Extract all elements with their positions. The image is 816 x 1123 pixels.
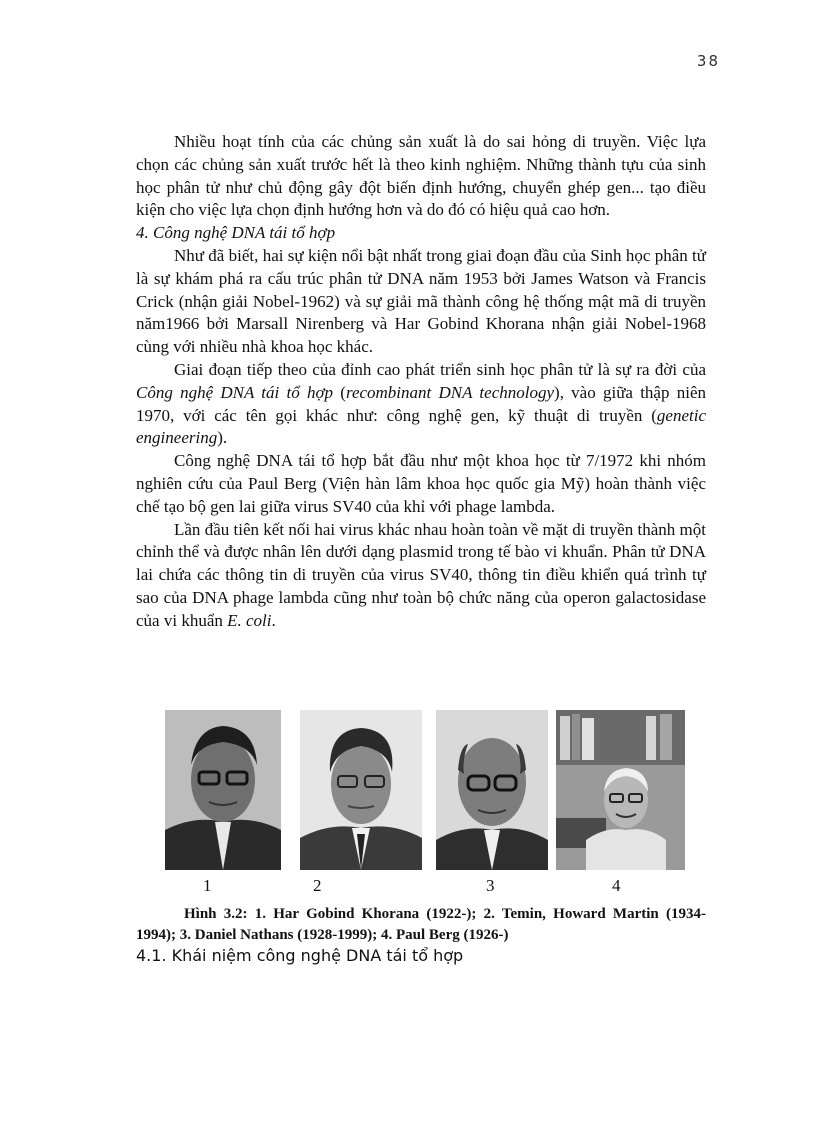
text-span: Lần đầu tiên kết nối hai virus khác nhau hoàn toàn về mặt di truyền thành một chỉnh thể và được nhân lên dưới dạng plasmid trong tế bào vi khuẩn. Phân tử DNA lai chứa các thông tin di truyền của virus SV40, thông tin điều khiển quá trình tự sao của DNA phage lambda cũng như toàn bộ chức năng của operon galactosidase của vi khuẩn bbox=[136, 519, 706, 630]
paragraph-3 bbox=[136, 359, 706, 450]
figure-number-2: 2 bbox=[313, 876, 322, 895]
subsection-heading: 4.1. Khái niệm công nghệ DNA tái tổ hợp bbox=[136, 946, 464, 965]
paragraph-2: Như đã biết, hai sự kiện nổi bật nhất trong giai đoạn đầu của Sinh học phân tử là sự khám phá ra cấu trúc phân tử DNA năm 1953 bởi James Watson và Francis Crick (nhận giải Nobel-1962) và sự giải mã thành công hệ thống mật mã di truyền năm1966 bởi Marsall Nirenberg và Har Gobind Khorana nhận giải Nobel-1968 cùng với nhiều nhà khoa học khác. bbox=[136, 245, 706, 357]
text-span: Giai đoạn tiếp theo của đỉnh cao phát triển sinh học phân tử là sự ra đời của bbox=[174, 359, 706, 379]
italic-term: E. coli bbox=[227, 610, 272, 630]
page-number: 38 bbox=[696, 52, 720, 70]
text-span: ), vào giữa thập niên 1970, với các tên gọi khác như: công nghệ gen, kỹ thuật di truyền ( bbox=[136, 382, 706, 425]
body-text bbox=[136, 131, 706, 633]
text-span: ). bbox=[217, 428, 228, 448]
text-span: ( bbox=[333, 382, 346, 402]
paragraph-4: Công nghệ DNA tái tổ hợp bắt đầu như một khoa học từ 7/1972 khi nhóm nghiên cứu của Paul Berg (Viện hàn lâm khoa học quốc gia Mỹ) hoàn thành việc chế tạo bộ gen lai giữa virus SV40 của khỉ với phage lambda. bbox=[136, 451, 706, 516]
italic-term: Công nghệ DNA tái tổ hợp bbox=[136, 382, 334, 402]
portrait-photo-1 bbox=[165, 710, 281, 870]
figure-number-1: 1 bbox=[203, 876, 212, 895]
paragraph-5 bbox=[136, 519, 706, 633]
figure-caption bbox=[136, 904, 706, 946]
figure-photos bbox=[165, 710, 685, 870]
figure-number-4: 4 bbox=[612, 876, 621, 895]
portrait-photo-2 bbox=[300, 710, 422, 870]
portrait-photo-4 bbox=[556, 710, 685, 870]
italic-term: recombinant DNA technology bbox=[345, 382, 555, 402]
italic-term: genetic engineering bbox=[136, 405, 706, 448]
caption-text: Hình 3.2: 1. Har Gobind Khorana (1922-); 2. Temin, Howard Martin (1934-1994); 3. Daniel Nathans (1928-1999); 4. Paul Berg (1926-) bbox=[136, 906, 706, 943]
text-span: . bbox=[271, 610, 276, 630]
paragraph-1: Nhiều hoạt tính của các chủng sản xuất là do sai hỏng di truyền. Việc lựa chọn các chủng sản xuất trước hết là theo kinh nghiệm. Những thành tựu của sinh học phân tử như chủ động gây đột biến định hướng, chuyển ghép gen... tạo điều kiện cho việc lựa chọn định hướng hơn và do đó có hiệu quả cao hơn. bbox=[136, 132, 706, 220]
portrait-photo-3 bbox=[436, 710, 548, 870]
section-heading: 4. Công nghệ DNA tái tổ hợp bbox=[136, 223, 336, 243]
figure-number-3: 3 bbox=[486, 876, 495, 895]
